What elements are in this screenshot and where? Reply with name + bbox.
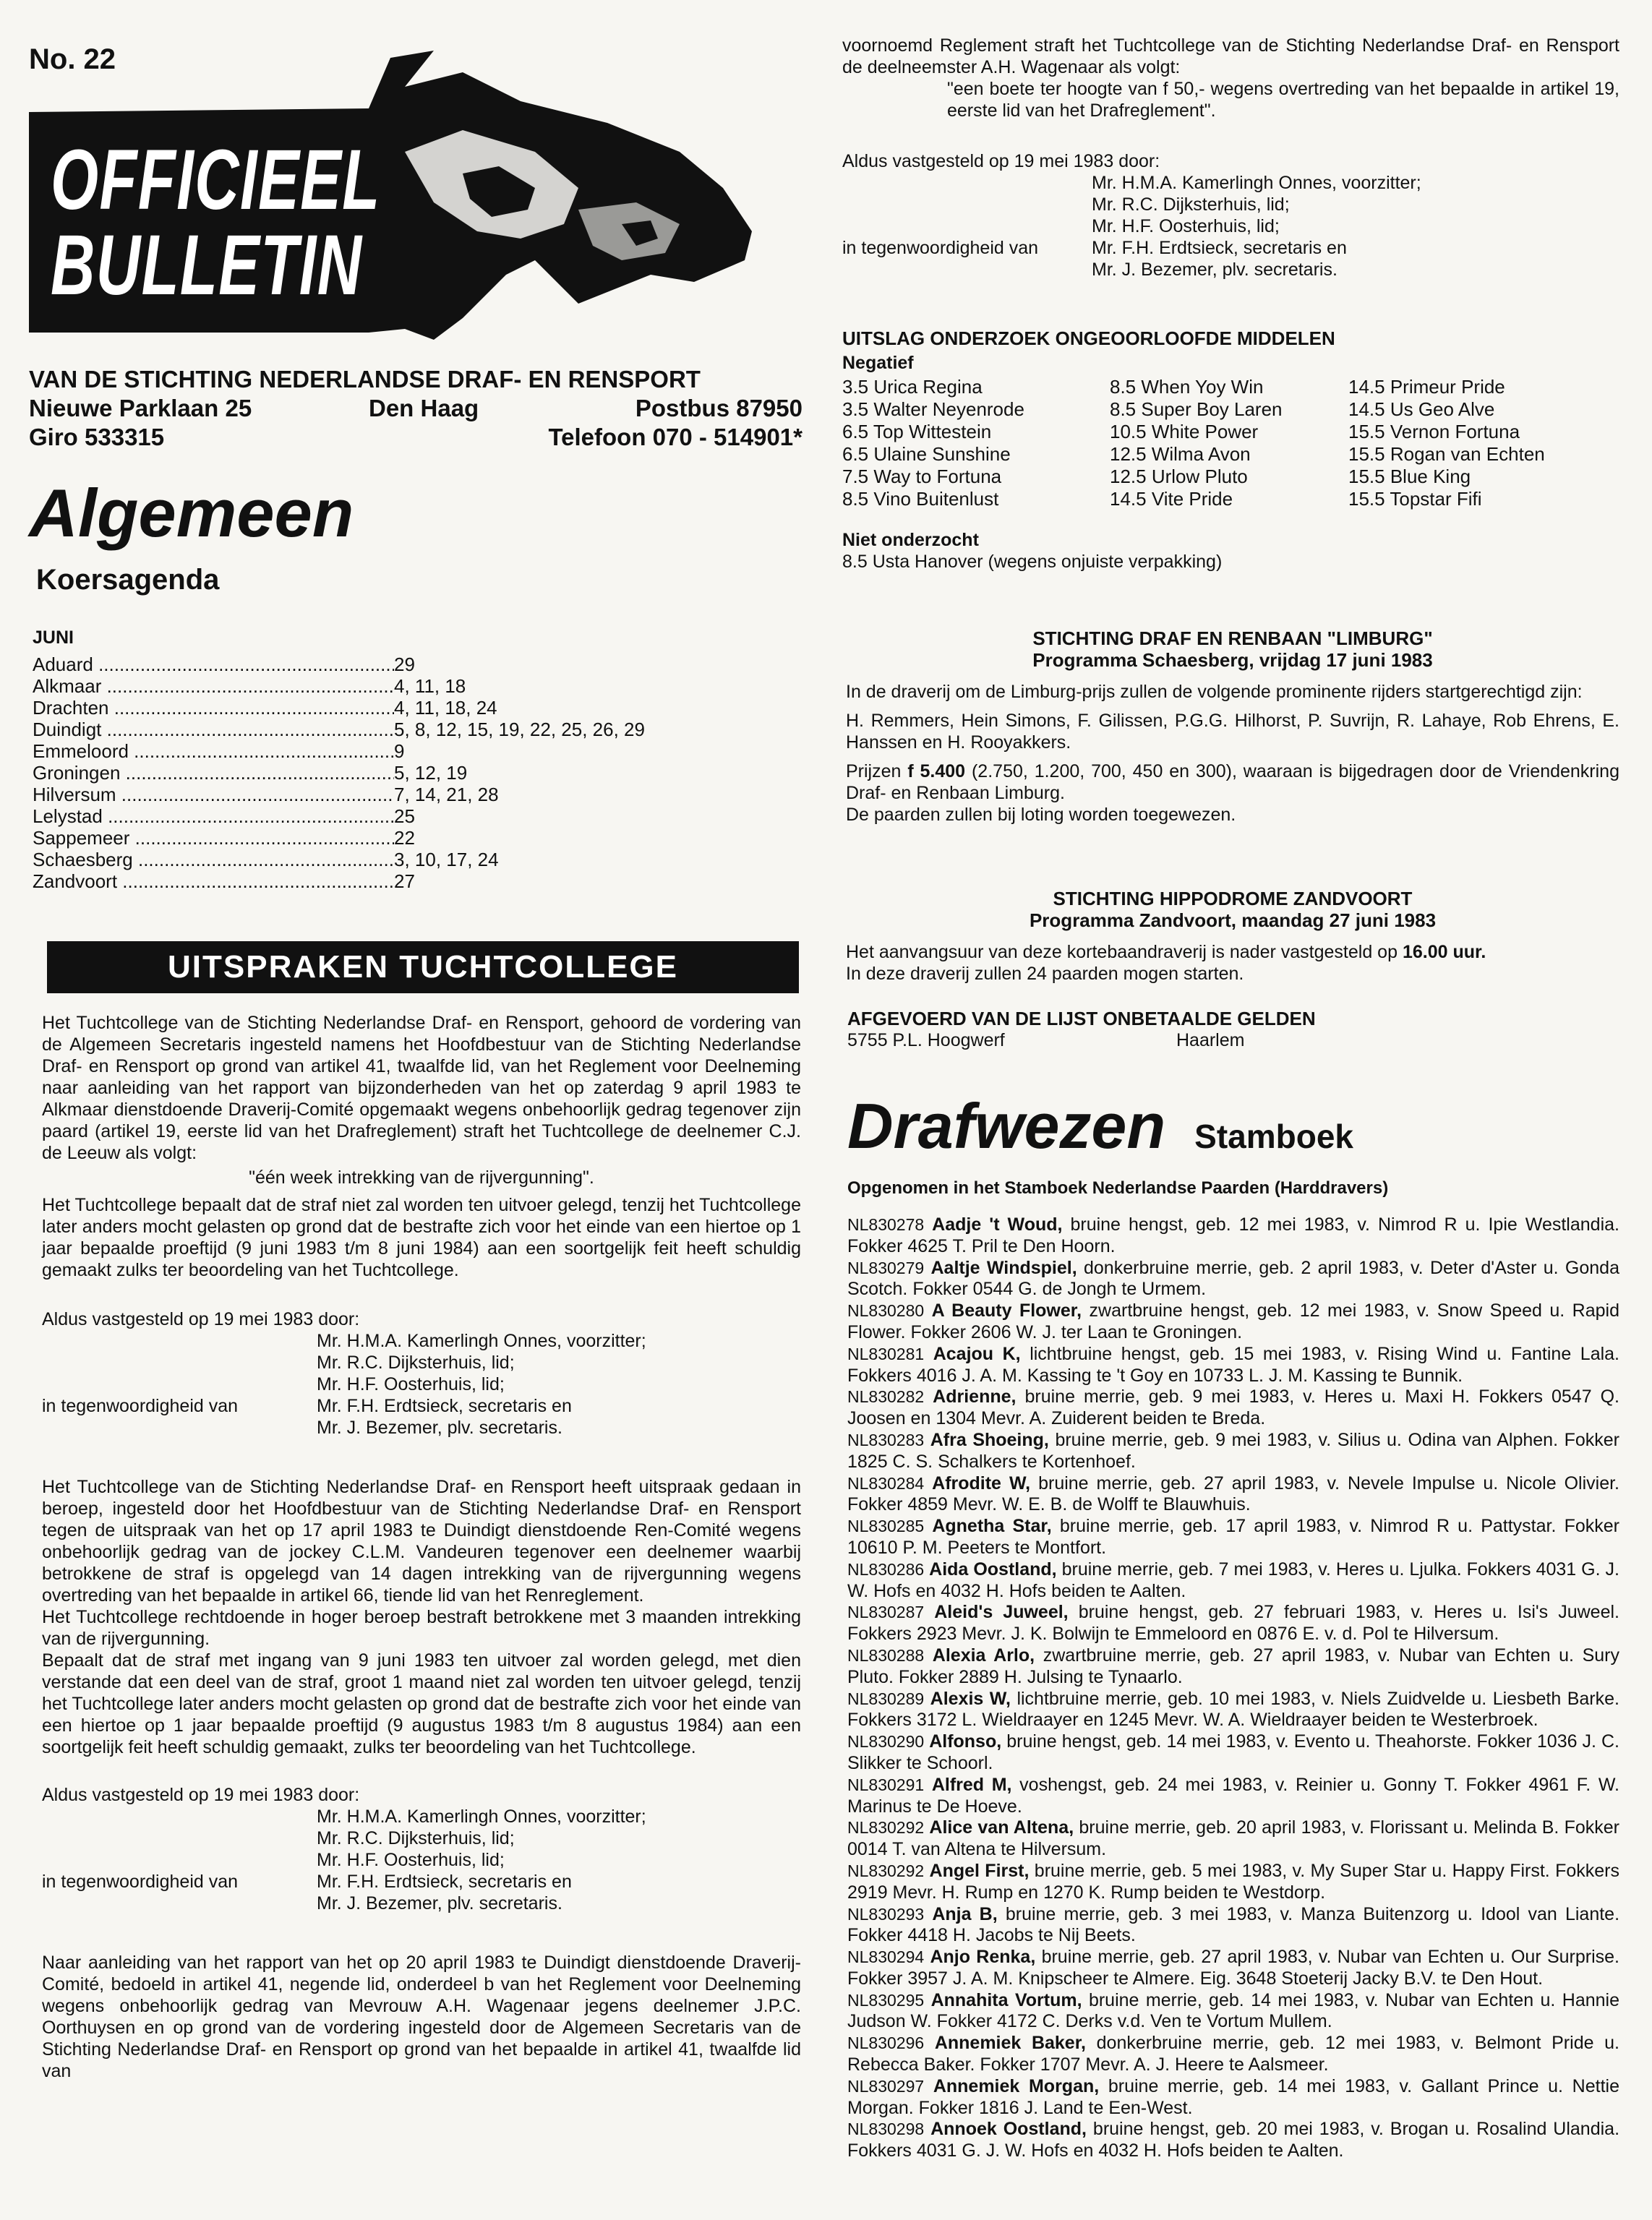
afgevoerd-number: 5755 P.L. Hoogwerf: [847, 1030, 1005, 1050]
stamboek-entry: [847, 2119, 1619, 2162]
agenda-row: Sappemeer ..... 22: [33, 827, 756, 849]
entry-name: Acajou K,: [933, 1343, 1021, 1364]
entry-name: Angel First,: [929, 1860, 1030, 1881]
entry-text: bruine merrie, geb. 3 mei 1983, v. Manza Buitenzorg u. Idool van Liante. Fokker 4418 H. Jacobs te Nij Beets.: [847, 1903, 1620, 1946]
entry-number: NL830282: [847, 1387, 925, 1407]
limburg-riders: H. Remmers, Hein Simons, F. Gilissen, P.G.G. Hilhorst, P. Suvrijn, R. Lahaye, Rob Ehrens, E. Hanssen en H. Rooyakkers.: [846, 711, 1619, 753]
entry-number: NL830289: [847, 1689, 925, 1708]
entry-name: Aleid's Juweel,: [934, 1602, 1069, 1623]
entry-name: Annemiek Baker,: [934, 2033, 1086, 2054]
entry-number: NL830297: [847, 2076, 925, 2096]
afgevoerd-section: [847, 1008, 1621, 1051]
entry-name: Anjo Renka,: [930, 1947, 1036, 1968]
drafwezen-header: [847, 1090, 1621, 1162]
entry-text: voshengst, geb. 24 mei 1983, v. Reinier u. Gonny T. Fokker 4961 F. W. Marinus te De Hoeve.: [847, 1774, 1619, 1817]
entry-text: bruine merrie, geb. 17 april 1983, v. Nimrod R u. Pattystar. Fokker 10610 P. M. Peeters te Montfort.: [847, 1516, 1619, 1558]
entry-name: Alexia Arlo,: [932, 1645, 1035, 1666]
stamboek-entry: [847, 1947, 1619, 1990]
entry-number: NL830287: [847, 1603, 925, 1622]
entry-number: NL830281: [847, 1344, 925, 1363]
entry-text: bruine merrie, geb. 27 april 1983, v. Nevele Impulse u. Nicole Olivier. Fokker 4859 Mevr. W. E. B. de Wolff te Blauwhuis.: [847, 1473, 1620, 1515]
entry-text: bruine merrie, geb. 27 april 1983, v. Nubar van Echten u. Our Surprise. Fokker 3957 J. A. M. Knipscheer te Almere. Eig. 3648 Stoeterij Jacky B.V. te Den Hout.: [847, 1947, 1619, 1989]
agenda-list: [33, 653, 756, 892]
entry-name: Afra Shoeing,: [930, 1429, 1049, 1450]
entry-text: lichtbruine hengst, geb. 15 mei 1983, v. Rising Wind u. Fantine Lala. Fokkers 4016 J. A. M. Kassing te 't Goy en 10733 L. J. M. Kassing te Bunnik.: [847, 1343, 1620, 1386]
agenda-row: Duindigt ..... 5, 8, 12, 15, 19, 22, 25, 26, 29: [33, 719, 756, 740]
list-item: 8.5 When Yoy Win: [1110, 376, 1264, 398]
masthead-title: [51, 132, 381, 313]
list-item: 14.5 Primeur Pride: [1348, 376, 1505, 398]
afgevoerd-heading: AFGEVOERD VAN DE LIJST ONBETAALDE GELDEN: [847, 1008, 1316, 1029]
list-item: 3.5 Urica Regina: [842, 376, 983, 398]
org-address: Nieuwe Parklaan 25: [29, 395, 252, 421]
zandvoort-heading: STICHTING HIPPODROME ZANDVOORT: [1053, 888, 1413, 909]
entry-name: Aaltje Windspiel,: [930, 1257, 1077, 1278]
stamboek-entry: [847, 1300, 1619, 1344]
uitspraak-2-text: Het Tuchtcollege van de Stichting Nederlandse Draf- en Rensport heeft uitspraak gedaan in beroep, ingesteld door het Hoofdbestuur van de Stichting Nederlandse Draf- en Rensport tegen de uitspraak van het op 17 april 1983 te Duindigt dienstdoende Ren-Comité wegens onbehoorlijk gedrag van de jockey C.L.M. Vandeuren tegenover een deelnemer waarbij betrokkene de straf is opgelegd van 14 dagen intrekking van de rijvergunning wegens overtreding van het bepaalde in artikel 66, tiende lid van het Renreglement.: [42, 1477, 801, 1606]
agenda-row: Zandvoort ..... 27: [33, 870, 756, 892]
entry-name: Annemiek Morgan,: [933, 2075, 1100, 2096]
member-voorzitter: Mr. H.M.A. Kamerlingh Onnes, voorzitter;: [317, 1331, 646, 1351]
plv-secretaris-3: Mr. J. Bezemer, plv. secretaris.: [1092, 260, 1338, 280]
negatief-col-1: [842, 376, 1110, 510]
tegenwoordigheid-label-3: in tegenwoordigheid van: [842, 238, 1039, 258]
list-item: 14.5 Us Geo Alve: [1348, 398, 1495, 420]
agenda-row: Aduard ..... 29: [33, 653, 756, 675]
entry-name: Aida Oostland,: [929, 1559, 1057, 1580]
plv-secretaris: Mr. J. Bezemer, plv. secretaris.: [317, 1418, 562, 1438]
member-lid-2-2: Mr. H.F. Oosterhuis, lid;: [317, 1850, 505, 1870]
entry-name: Afrodite W,: [932, 1473, 1031, 1493]
section-heading-drafwezen: Drafwezen: [847, 1090, 1166, 1162]
list-item: 10.5 White Power: [1110, 421, 1259, 442]
entry-number: NL830283: [847, 1430, 925, 1449]
stamboek-entry: [847, 1214, 1619, 1258]
negatief-table: [842, 376, 1619, 510]
stamboek-entry: [847, 1817, 1619, 1861]
list-item: 12.5 Urlow Pluto: [1110, 466, 1248, 487]
uitslag-heading: UITSLAG ONDERZOEK ONGEOORLOOFDE MIDDELEN: [842, 327, 1335, 349]
issue-number: No. 22: [29, 43, 116, 75]
entry-text: lichtbruine merrie, geb. 10 mei 1983, v. Niels Zuidvelde u. Liesbeth Barke. Fokkers 3172 L. Wieldraayer en 1245 Mevr. W. A. Wieldraayer beiden te Westerbroek.: [847, 1688, 1619, 1731]
list-item: 12.5 Wilma Avon: [1110, 443, 1251, 465]
member-voorzitter-3: Mr. H.M.A. Kamerlingh Onnes, voorzitter;: [1092, 173, 1421, 193]
entry-name: Aadje 't Woud,: [932, 1214, 1063, 1235]
entry-text: bruine hengst, geb. 12 mei 1983, v. Nimrod R u. Ipie Westlandia. Fokker 4625 T. Pril te Den Hoorn.: [847, 1214, 1619, 1256]
member-voorzitter-2: Mr. H.M.A. Kamerlingh Onnes, voorzitter;: [317, 1807, 646, 1827]
stamboek-entry: [847, 1258, 1619, 1301]
masthead-title-line2: BULLETIN: [51, 218, 363, 313]
entry-text: bruine hengst, geb. 14 mei 1983, v. Evento u. Theahorste. Fokker 1036 J. C. Slikker te Schoorl.: [847, 1731, 1619, 1773]
uitspraak-2-uitvoer: Bepaalt dat de straf met ingang van 9 juni 1983 ten uitvoer zal worden gelegd, met dien verstande dat een deel van de straf, groot 1 maand niet zal worden ten uitvoer gelegd, tenzij het Tuchtcollege later anders mocht gelasten op grond dat de bestrafte zich voor het einde van een hiertoe op 1 jaar bepaalde proeftijd (9 augustus 1983 t/m 8 augustus 1984) aan een soortgelijk feit heeft schuldig gemaakt, zulks ter beoordeling van het Tuchtcollege.: [42, 1650, 801, 1757]
stamboek-entry: [847, 1430, 1619, 1473]
entry-name: A Beauty Flower,: [931, 1300, 1082, 1321]
stamboek-entry: [847, 1344, 1619, 1387]
list-item: 15.5 Topstar Fifi: [1348, 488, 1482, 510]
agenda-row: Schaesberg ..... 3, 10, 17, 24: [33, 849, 756, 870]
entry-name: Anja B,: [932, 1903, 998, 1924]
member-lid-1-2: Mr. R.C. Dijksterhuis, lid;: [317, 1828, 515, 1848]
limburg-section: [846, 627, 1619, 826]
member-lid-2-3: Mr. H.F. Oosterhuis, lid;: [1092, 216, 1280, 236]
secretaris: Mr. F.H. Erdtsieck, secretaris en: [317, 1396, 572, 1416]
entry-number: NL830293: [847, 1904, 925, 1924]
agenda-row: Emmeloord ..... 9: [33, 740, 756, 762]
org-name: VAN DE STICHTING NEDERLANDSE DRAF- EN RENSPORT: [29, 366, 701, 393]
entry-number: NL830285: [847, 1517, 925, 1536]
negatief-label: Negatief: [842, 353, 914, 373]
limburg-heading: STICHTING DRAF EN RENBAAN "LIMBURG": [1032, 627, 1433, 649]
negatief-col-3: [1348, 376, 1616, 510]
org-city: Den Haag: [369, 395, 479, 421]
entry-text: bruine merrie, geb. 14 mei 1983, v. Nubar van Echten u. Hannie Judson W. Fokker 4172 C. Derks v.d. Ven te Vortum Mullem.: [847, 1989, 1619, 2032]
secretaris-2: Mr. F.H. Erdtsieck, secretaris en: [317, 1872, 572, 1892]
member-lid-1: Mr. R.C. Dijksterhuis, lid;: [317, 1353, 515, 1373]
uitslag-section: [842, 327, 1619, 573]
agenda-row: Drachten ..... 4, 11, 18, 24: [33, 697, 756, 719]
stamboek-entry: [847, 1689, 1619, 1732]
org-postbus: Postbus 87950: [635, 395, 803, 421]
limburg-loting: De paarden zullen bij loting worden toegewezen.: [846, 805, 1236, 825]
organization-info: [29, 365, 803, 452]
stamboek-entry: [847, 1559, 1619, 1603]
stamboek-intro: Opgenomen in het Stamboek Nederlandse Paarden (Harddravers): [847, 1178, 1389, 1198]
list-item: 14.5 Vite Pride: [1110, 488, 1233, 510]
entry-text: bruine merrie, geb. 14 mei 1983, v. Gallant Prince u. Nettie Morgan. Fokker 1816 J. Land te Een-West.: [847, 2075, 1619, 2118]
tegenwoordigheid-label-2: in tegenwoordigheid van: [42, 1872, 239, 1892]
entry-text: donkerbruine merrie, geb. 2 april 1983, v. Deter d'Aster u. Gonda Scotch. Fokker 0544 G. de Jongh te Urmem.: [847, 1257, 1619, 1300]
entry-text: bruine merrie, geb. 9 mei 1983, v. Heres u. Maxi H. Fokkers 0547 Q. Joosen en 1304 Mevr. A. Zuiderent beiden te Breda.: [847, 1387, 1620, 1429]
stamboek-entry: [847, 1387, 1619, 1430]
stamboek-entry: [847, 1645, 1619, 1689]
entry-number: NL830279: [847, 1258, 925, 1277]
koersagenda-heading: Koersagenda: [36, 564, 220, 596]
entry-number: NL830280: [847, 1301, 925, 1321]
entry-name: Adrienne,: [933, 1387, 1017, 1407]
stamboek-entry: [847, 1904, 1619, 1947]
entry-name: Agnetha Star,: [932, 1516, 1052, 1537]
tuchtcollege-body: [42, 1012, 801, 2082]
vastgesteld-1: Aldus vastgesteld op 19 mei 1983 door:: [42, 1309, 360, 1329]
entry-number: NL830286: [847, 1559, 925, 1579]
list-item: 8.5 Vino Buitenlust: [842, 488, 999, 510]
stamboek-list: [847, 1214, 1619, 2162]
entry-number: NL830295: [847, 1990, 925, 2010]
entry-text: bruine merrie, geb. 9 mei 1983, v. Silius u. Odina van Alphen. Fokker 1825 C. S. Schalkers te Kortenhoef.: [847, 1429, 1619, 1472]
list-item: 6.5 Ulaine Sunshine: [842, 443, 1011, 465]
entry-number: NL830290: [847, 1732, 925, 1752]
list-item: 3.5 Walter Neyenrode: [842, 398, 1024, 420]
zandvoort-section: [846, 888, 1619, 985]
masthead: [29, 43, 766, 354]
limburg-prizes: [846, 760, 1619, 804]
stamboek-entry: [847, 1473, 1619, 1517]
zandvoort-starters: In deze draverij zullen 24 paarden mogen starten.: [846, 964, 1244, 984]
entry-text: bruine merrie, geb. 5 mei 1983, v. My Super Star u. Happy First. Fokkers 2919 Mevr. H. Rump en 1270 K. Rump beiden te Westdorp.: [847, 1860, 1620, 1903]
zandvoort-subheading: Programma Zandvoort, maandag 27 juni 1983: [1029, 909, 1437, 931]
agenda-row: Hilversum ..... 7, 14, 21, 28: [33, 784, 756, 805]
entry-name: Alfonso,: [929, 1731, 1002, 1752]
prizes-label: Prijzen: [846, 761, 902, 781]
vastgesteld-2: Aldus vastgesteld op 19 mei 1983 door:: [42, 1785, 360, 1805]
uitspraak-3-quote: "een boete ter hoogte van f 50,- wegens overtreding van het bepaalde in artikel 19, eerste lid van het Drafreglement".: [947, 79, 1619, 121]
entry-text: bruine hengst, geb. 20 mei 1983, v. Brogan u. Rosalind Ulandia. Fokkers 4031 G. J. W. Hofs en 4032 H. Hofs beiden te Aalten.: [847, 2119, 1620, 2161]
list-item: 6.5 Top Wittestein: [842, 421, 992, 442]
secretaris-3: Mr. F.H. Erdtsieck, secretaris en: [1092, 238, 1347, 258]
org-giro: Giro 533315: [29, 424, 165, 450]
uitspraak-2-straf: Het Tuchtcollege rechtdoende in hoger beroep bestraft betrokkene met 3 maanden intrekking van de rijvergunning.: [42, 1607, 801, 1649]
niet-onderzocht-item: 8.5 Usta Hanover (wegens onjuiste verpakking): [842, 552, 1223, 572]
aanvang-text: Het aanvangsuur van deze kortebaandraverij is nader vastgesteld op: [846, 942, 1398, 962]
uitspraak-3-continued: [842, 35, 1619, 280]
entry-name: Alfred M,: [931, 1774, 1012, 1795]
limburg-intro: In de draverij om de Limburg-prijs zullen de volgende prominente rijders startgerechtigd zijn:: [846, 682, 1583, 702]
stamboek-entry: [847, 2033, 1619, 2076]
list-item: 15.5 Rogan van Echten: [1348, 443, 1545, 465]
list-item: 15.5 Blue King: [1348, 466, 1471, 487]
stamboek-entry: [847, 2076, 1619, 2120]
limburg-subheading: Programma Schaesberg, vrijdag 17 juni 1983: [1032, 649, 1433, 671]
prizes-amount: f 5.400: [907, 761, 966, 781]
entry-text: zwartbruine hengst, geb. 12 mei 1983, v. Snow Speed u. Rapid Flower. Fokker 2606 W. J. ter Laan te Groningen.: [847, 1300, 1619, 1342]
stamboek-entry: [847, 1516, 1619, 1559]
entry-text: bruine merrie, geb. 7 mei 1983, v. Heres u. Ljulka. Fokkers 4031 G. J. W. Hofs en 4032 H. Hofs beiden te Aalten.: [847, 1559, 1619, 1601]
list-item: 8.5 Super Boy Laren: [1110, 398, 1283, 420]
entry-number: NL830292: [847, 1861, 925, 1880]
agenda-month: JUNI: [33, 627, 74, 648]
prizes-breakdown: (2.750, 1.200, 700, 450 en 300), waaraan is bijgedragen door de Vriendenkring Draf- en Renbaan Limburg.: [846, 761, 1619, 803]
agenda-row: Alkmaar ..... 4, 11, 18: [33, 675, 756, 697]
uitspraak-3-cont: voornoemd Reglement straft het Tuchtcollege van de Stichting Nederlandse Draf- en Rensport de deelneemster A.H. Wagenaar als volgt:: [842, 35, 1619, 77]
tegenwoordigheid-label: in tegenwoordigheid van: [42, 1396, 239, 1416]
uitspraak-1-quote: "één week intrekking van de rijvergunning".: [249, 1167, 594, 1188]
entry-text: zwartbruine merrie, geb. 27 april 1983, v. Nubar van Echten u. Sury Pluto. Fokker 2889 H. Julsing te Tynaarlo.: [847, 1645, 1620, 1687]
stamboek-heading: Stamboek: [1194, 1118, 1353, 1155]
entry-text: bruine merrie, geb. 20 april 1983, v. Florissant u. Melinda B. Fokker 0014 T. van Altena te Hilversum.: [847, 1817, 1619, 1860]
negatief-col-2: [1110, 376, 1348, 510]
tuchtcollege-banner: UITSPRAKEN TUCHTCOLLEGE: [47, 941, 799, 993]
stamboek-entry: [847, 1990, 1619, 2033]
entry-number: NL830291: [847, 1775, 925, 1794]
stamboek-entry: [847, 1602, 1619, 1645]
aanvang-time: 16.00 uur.: [1402, 942, 1486, 962]
uitspraak-3-text: Naar aanleiding van het rapport van het op 20 april 1983 te Duindigt dienstdoende Draverij-Comité, bedoeld in artikel 41, negende lid, onderdeel b van het Reglement voor Deelneming wegens onbehoorlijk gedrag van Mevrouw A.H. Wagenaar jegens deelnemer J.P.C. Oorthuysen en op grond van de vordering ingesteld door de Algemeen Secretaris van de Stichting Nederlandse Draf- en Rensport op grond van het bepaalde in artikel 41, twaalfde lid van: [42, 1953, 801, 2081]
member-lid-2: Mr. H.F. Oosterhuis, lid;: [317, 1374, 505, 1394]
entry-name: Annoek Oostland,: [930, 2119, 1087, 2140]
zandvoort-aanvang: [846, 941, 1619, 963]
entry-number: NL830294: [847, 1947, 925, 1967]
stamboek-entry: [847, 1731, 1619, 1775]
uitspraak-1-proeftijd: Het Tuchtcollege bepaalt dat de straf niet zal worden ten uitvoer gelegd, tenzij het Tuchtcollege later anders mocht gelasten op grond dat de bestrafte zich voor het einde van een hiertoe op 1 jaar bepaalde proeftijd (9 juni 1983 t/m 8 juni 1984) aan een soortgelijk feit heeft schuldig gemaakt zulks ter beoordeling van het Tuchtcollege.: [42, 1195, 801, 1280]
entry-number: NL830278: [847, 1215, 925, 1234]
entry-number: NL830288: [847, 1645, 925, 1665]
entry-number: NL830284: [847, 1473, 925, 1493]
stamboek-entry: [847, 1861, 1619, 1904]
org-telefoon: Telefoon 070 - 514901*: [548, 424, 803, 450]
niet-onderzocht-label: Niet onderzocht: [842, 530, 979, 550]
entry-number: NL830296: [847, 2033, 925, 2053]
entry-name: Alexis W,: [930, 1688, 1011, 1709]
entry-number: NL830292: [847, 1818, 925, 1838]
entry-text: bruine hengst, geb. 27 februari 1983, v. Heres u. Isi's Juweel. Fokkers 2923 Mevr. J. K. Bolwijn te Emmeloord en 0876 E. v. d. Pol te Hilversum.: [847, 1602, 1619, 1645]
masthead-title-line1: OFFICIEEL: [51, 132, 381, 228]
entry-number: NL830298: [847, 2120, 925, 2139]
uitspraak-1-text: Het Tuchtcollege van de Stichting Nederlandse Draf- en Rensport, gehoord de vordering van de Algemeen Secretaris ingesteld namens het Hoofdbestuur van de Stichting Nederlandse Draf- en Rensport op grond van artikel 41, twaalfde lid, van het Reglement voor Deelneming naar aanleiding van het rapport van bijzonderheden van het op zaterdag 9 april 1983 te Alkmaar dienstdoende Draverij-Comité opgemaakt wegens onbehoorlijk gedrag tegenover zijn paard (artikel 19, eerste lid van het Drafreglement) straft het Tuchtcollege de deelnemer C.J. de Leeuw als volgt:: [42, 1013, 801, 1163]
entry-text: donkerbruine merrie, geb. 12 mei 1983, v. Belmont Pride u. Rebecca Baker. Fokker 1707 Mevr. A. J. Heere te Aalsmeer.: [847, 2033, 1619, 2075]
member-lid-1-3: Mr. R.C. Dijksterhuis, lid;: [1092, 194, 1290, 215]
list-item: 7.5 Way to Fortuna: [842, 466, 1002, 487]
section-heading-algemeen: Algemeen: [29, 475, 354, 551]
vastgesteld-3: Aldus vastgesteld op 19 mei 1983 door:: [842, 151, 1160, 171]
agenda-row: Groningen ..... 5, 12, 19: [33, 762, 756, 784]
afgevoerd-place: Haarlem: [1176, 1030, 1245, 1050]
entry-name: Alice van Altena,: [929, 1817, 1074, 1838]
agenda-row: Lelystad ..... 25: [33, 805, 756, 827]
stamboek-entry: [847, 1775, 1619, 1818]
plv-secretaris-2: Mr. J. Bezemer, plv. secretaris.: [317, 1893, 562, 1913]
entry-name: Annahita Vortum,: [930, 1989, 1082, 2010]
list-item: 15.5 Vernon Fortuna: [1348, 421, 1520, 442]
